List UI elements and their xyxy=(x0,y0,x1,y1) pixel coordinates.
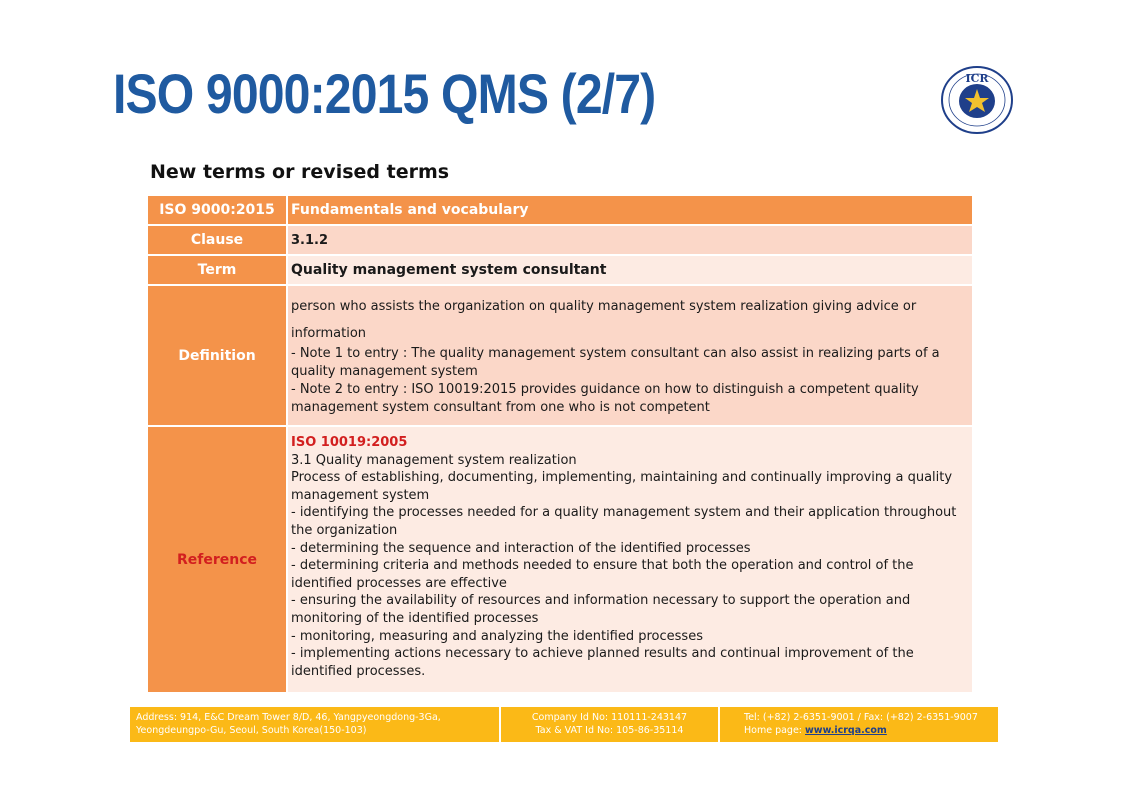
term-row xyxy=(148,256,972,284)
logo-text: ICR xyxy=(965,72,989,85)
company-id: Company Id No: 110111-243147 xyxy=(531,712,688,723)
definition-line: information xyxy=(291,326,367,341)
homepage-link[interactable]: www.icrqa.com xyxy=(805,725,887,736)
reference-line: - monitoring, measuring and analyzing the identified processes xyxy=(291,628,703,644)
footer-contact xyxy=(720,707,998,742)
clause-label: Clause xyxy=(148,226,286,254)
reference-line: Process of establishing, documenting, implementing, maintaining and continually improving a quality management system xyxy=(291,470,953,503)
definition-row xyxy=(148,286,972,425)
footer-bar xyxy=(130,707,998,742)
footer-company-ids xyxy=(501,707,720,742)
address-line: Yeongdeungpo-Gu, Seoul, South Korea(150-103) xyxy=(136,725,367,736)
footer-address xyxy=(130,707,501,742)
reference-line: - implementing actions necessary to achieve planned results and continual improvement of the identified processes. xyxy=(291,646,914,679)
term-label: Term xyxy=(148,256,286,284)
reference-line: 3.1 Quality management system realization xyxy=(291,452,577,468)
reference-line: - identifying the processes needed for a quality management system and their application throughout the organization xyxy=(291,505,957,538)
definition-note-2: - Note 2 to entry : ISO 10019:2015 provides guidance on how to distinguish a competent quality management system consultant from one who is not competent xyxy=(291,382,919,415)
reference-line: - determining criteria and methods needed to ensure that both the operation and control of the identified processes are effective xyxy=(291,558,914,591)
table-header-row xyxy=(148,196,972,224)
terms-table xyxy=(148,194,972,694)
reference-label: Reference xyxy=(148,427,286,692)
term-value: Quality management system consultant xyxy=(286,256,972,284)
address-line: Address: 914, E&C Dream Tower 8/D, 46, Yangpyeongdong-3Ga, xyxy=(136,712,441,723)
reference-line: - ensuring the availability of resources and information necessary to support the operation and monitoring of the identified processes xyxy=(291,593,911,626)
definition-text xyxy=(286,286,972,425)
tel-fax: Tel: (+82) 2-6351-9001 / Fax: (+82) 2-6351-9007 xyxy=(744,712,978,723)
clause-value: 3.1.2 xyxy=(286,226,972,254)
clause-row xyxy=(148,226,972,254)
page-title: ISO 9000:2015 QMS (2/7) xyxy=(113,62,656,125)
definition-note-1: - Note 1 to entry : The quality management system consultant can also assist in realizing parts of a quality management system xyxy=(291,346,940,379)
section-subtitle: New terms or revised terms xyxy=(150,161,450,183)
reference-line: - determining the sequence and interaction of the identified processes xyxy=(291,540,751,556)
definition-label: Definition xyxy=(148,286,286,425)
reference-text xyxy=(286,427,972,692)
homepage-label: Home page: xyxy=(744,725,806,736)
standard-label: ISO 9000:2015 xyxy=(148,196,286,224)
icr-seal-logo xyxy=(940,65,1014,135)
standard-title: Fundamentals and vocabulary xyxy=(286,196,972,224)
tax-id: Tax & VAT Id No: 105-86-35114 xyxy=(535,725,684,736)
definition-line: person who assists the organization on quality management system realization giving advice or xyxy=(291,299,917,314)
reference-title: ISO 10019:2005 xyxy=(291,435,408,450)
homepage xyxy=(744,724,992,737)
reference-row xyxy=(148,427,972,692)
